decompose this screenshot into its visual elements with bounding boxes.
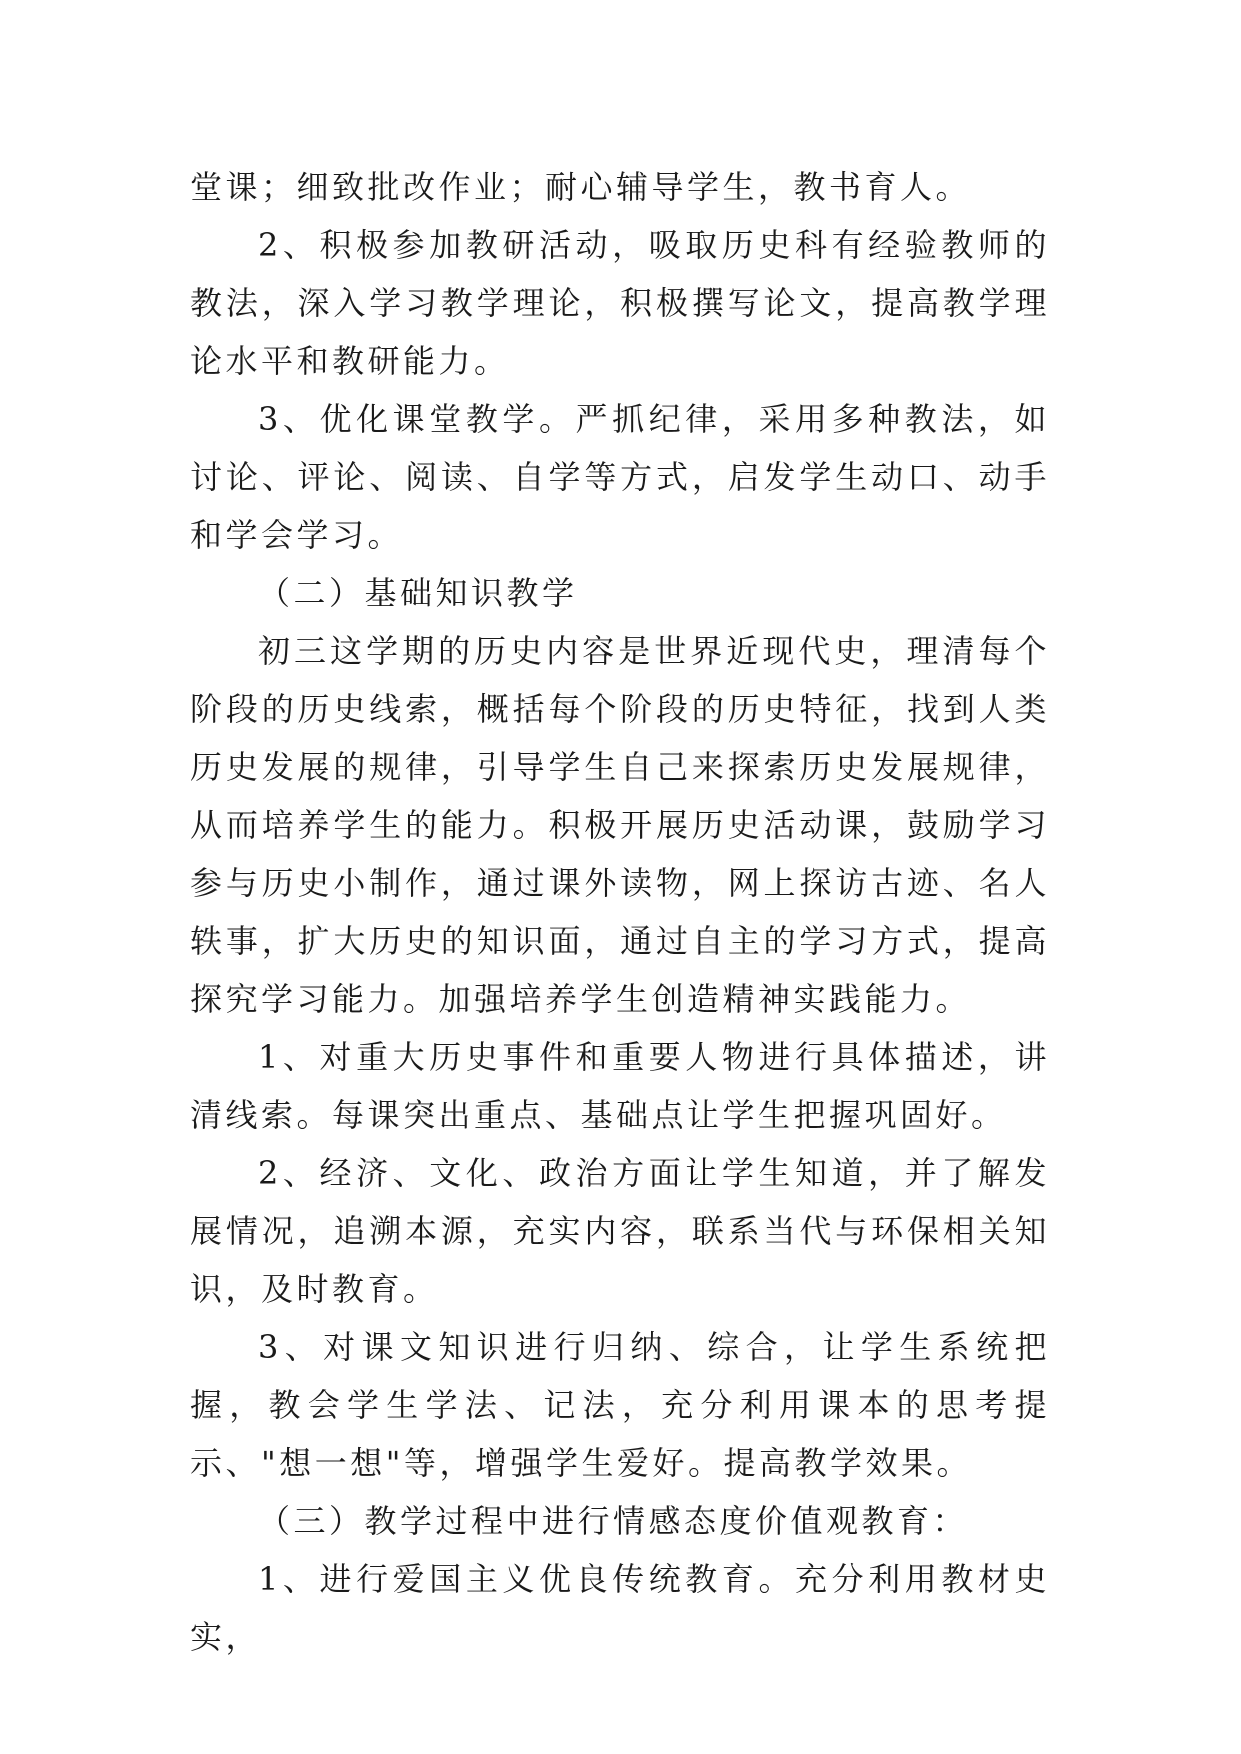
paragraph-continuation: 堂课；细致批改作业；耐心辅导学生，教书育人。 (190, 168, 972, 206)
section-heading-values-education: （三）教学过程中进行情感态度价值观教育： (258, 1502, 969, 1540)
section-heading-basic-knowledge: （二）基础知识教学 (258, 574, 578, 612)
paragraph-item-3-classroom: 3、优化课堂教学。严抓纪律，采用多种教法，如讨论、评论、阅读、自学等方式，启发学生动口、动手和学会学习。 (190, 400, 1050, 554)
paragraph-item-1-events: 1、对重大历史事件和重要人物进行具体描述，讲清线索。每课突出重点、基础点让学生把握巩固好。 (190, 1038, 1050, 1134)
paragraph-item-1-patriotism: 1、进行爱国主义优良传统教育。充分利用教材史实， (190, 1560, 1050, 1656)
paragraph-item-2-research: 2、积极参加教研活动，吸取历史科有经验教师的教法，深入学习教学理论，积极撰写论文，提高教学理论水平和教研能力。 (190, 226, 1050, 380)
document-body (190, 158, 1050, 1666)
paragraph-world-history: 初三这学期的历史内容是世界近现代史，理清每个阶段的历史线索，概括每个阶段的历史特征，找到人类历史发展的规律，引导学生自己来探索历史发展规律，从而培养学生的能力。积极开展历史活动课，鼓励学习参与历史小制作，通过课外读物，网上探访古迹、名人轶事，扩大历史的知识面，通过自主的学习方式，提高探究学习能力。加强培养学生创造精神实践能力。 (190, 632, 1050, 1018)
paragraph-item-3-summary: 3、对课文知识进行归纳、综合，让学生系统把握，教会学生学法、记法，充分利用课本的思考提示、"想一想"等，增强学生爱好。提高教学效果。 (190, 1328, 1050, 1482)
paragraph-item-2-economy: 2、经济、文化、政治方面让学生知道，并了解发展情况，追溯本源，充实内容，联系当代与环保相关知识，及时教育。 (190, 1154, 1050, 1308)
